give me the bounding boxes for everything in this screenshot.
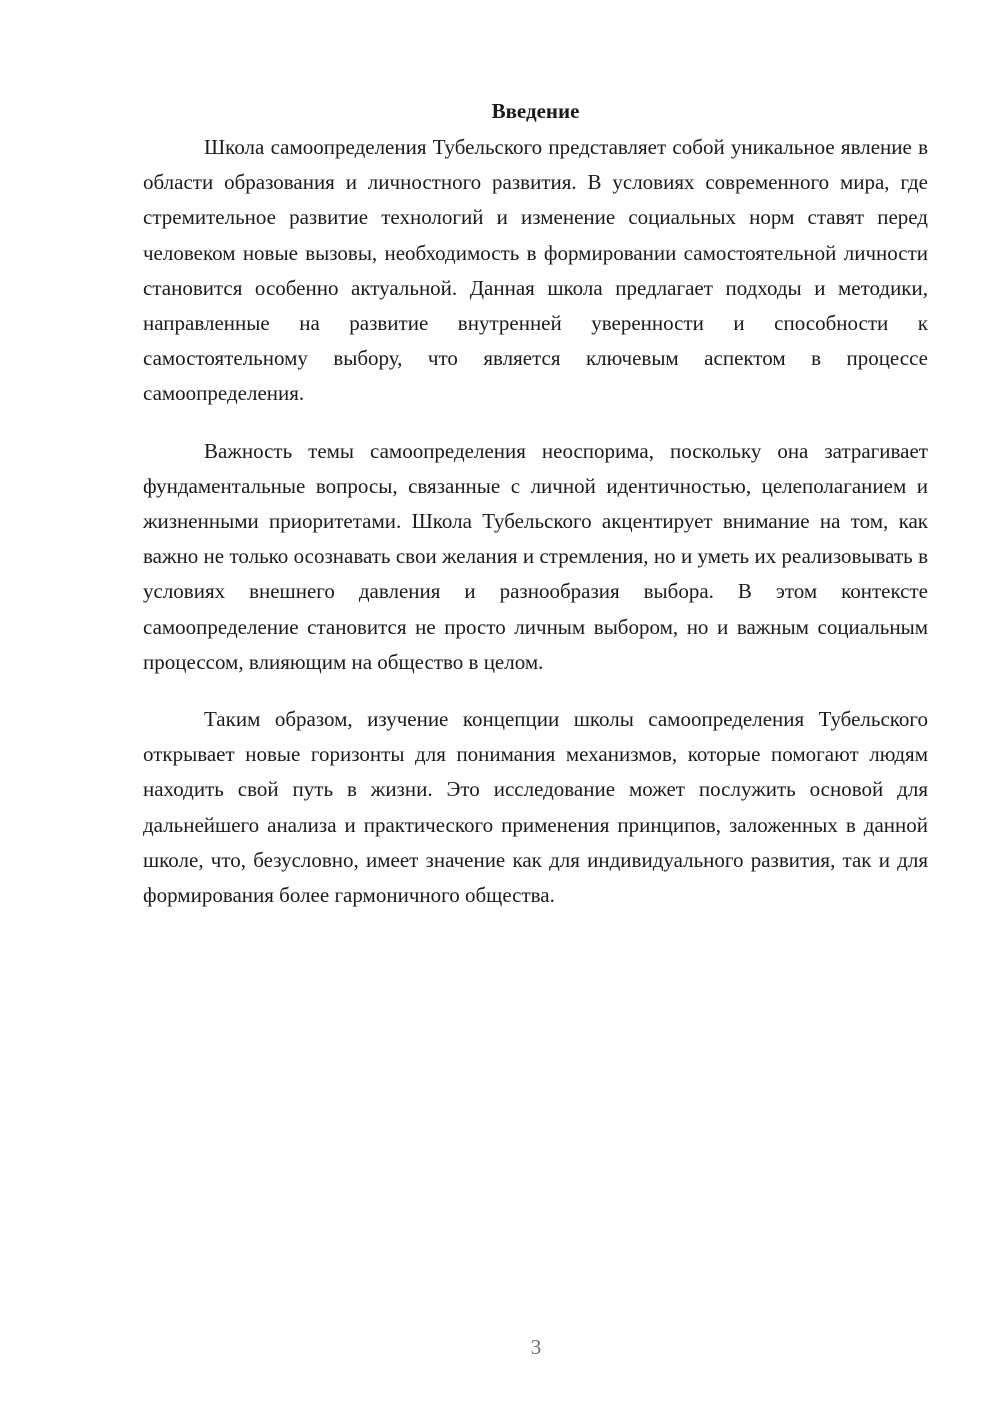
paragraph-1: Школа самоопределения Тубельского представляет собой уникальное явление в области образования и личностного развития. В условиях современного мира, где стремительное развитие технологий и изменение социальных норм ставят перед человеком новые вызовы, необходимость в формировании самостоятельной личности становится особенно актуальной. Данная школа предлагает подходы и методики, направленные на развитие внутренней уверенности и способности к самостоятельному выбору, что является ключевым аспектом в процессе самоопределения.: [143, 135, 928, 406]
paragraph-2: Важность темы самоопределения неоспорима, поскольку она затрагивает фундаментальные вопросы, связанные с личной идентичностью, целеполаганием и жизненными приоритетами. Школа Тубельского акцентирует внимание на том, как важно не только осознавать свои желания и стремления, но и уметь их реализовывать в условиях внешнего давления и разнообразия выбора. В этом контексте самоопределение становится не просто личным выбором, но и важным социальным процессом, влияющим на общество в целом.: [143, 438, 928, 674]
section-title: Введение: [491, 99, 580, 123]
page-number: 3: [530, 1335, 542, 1359]
paragraph-3: Таким образом, изучение концепции школы самоопределения Тубельского открывает новые горизонты для понимания механизмов, которые помогают людям находить свой путь в жизни. Это исследование может послужить основой для дальнейшего анализа и практического применения принципов, заложенных в данной школе, что, безусловно, имеет значение как для индивидуального развития, так и для формирования более гармоничного общества.: [143, 707, 928, 908]
page-content: [143, 96, 928, 935]
